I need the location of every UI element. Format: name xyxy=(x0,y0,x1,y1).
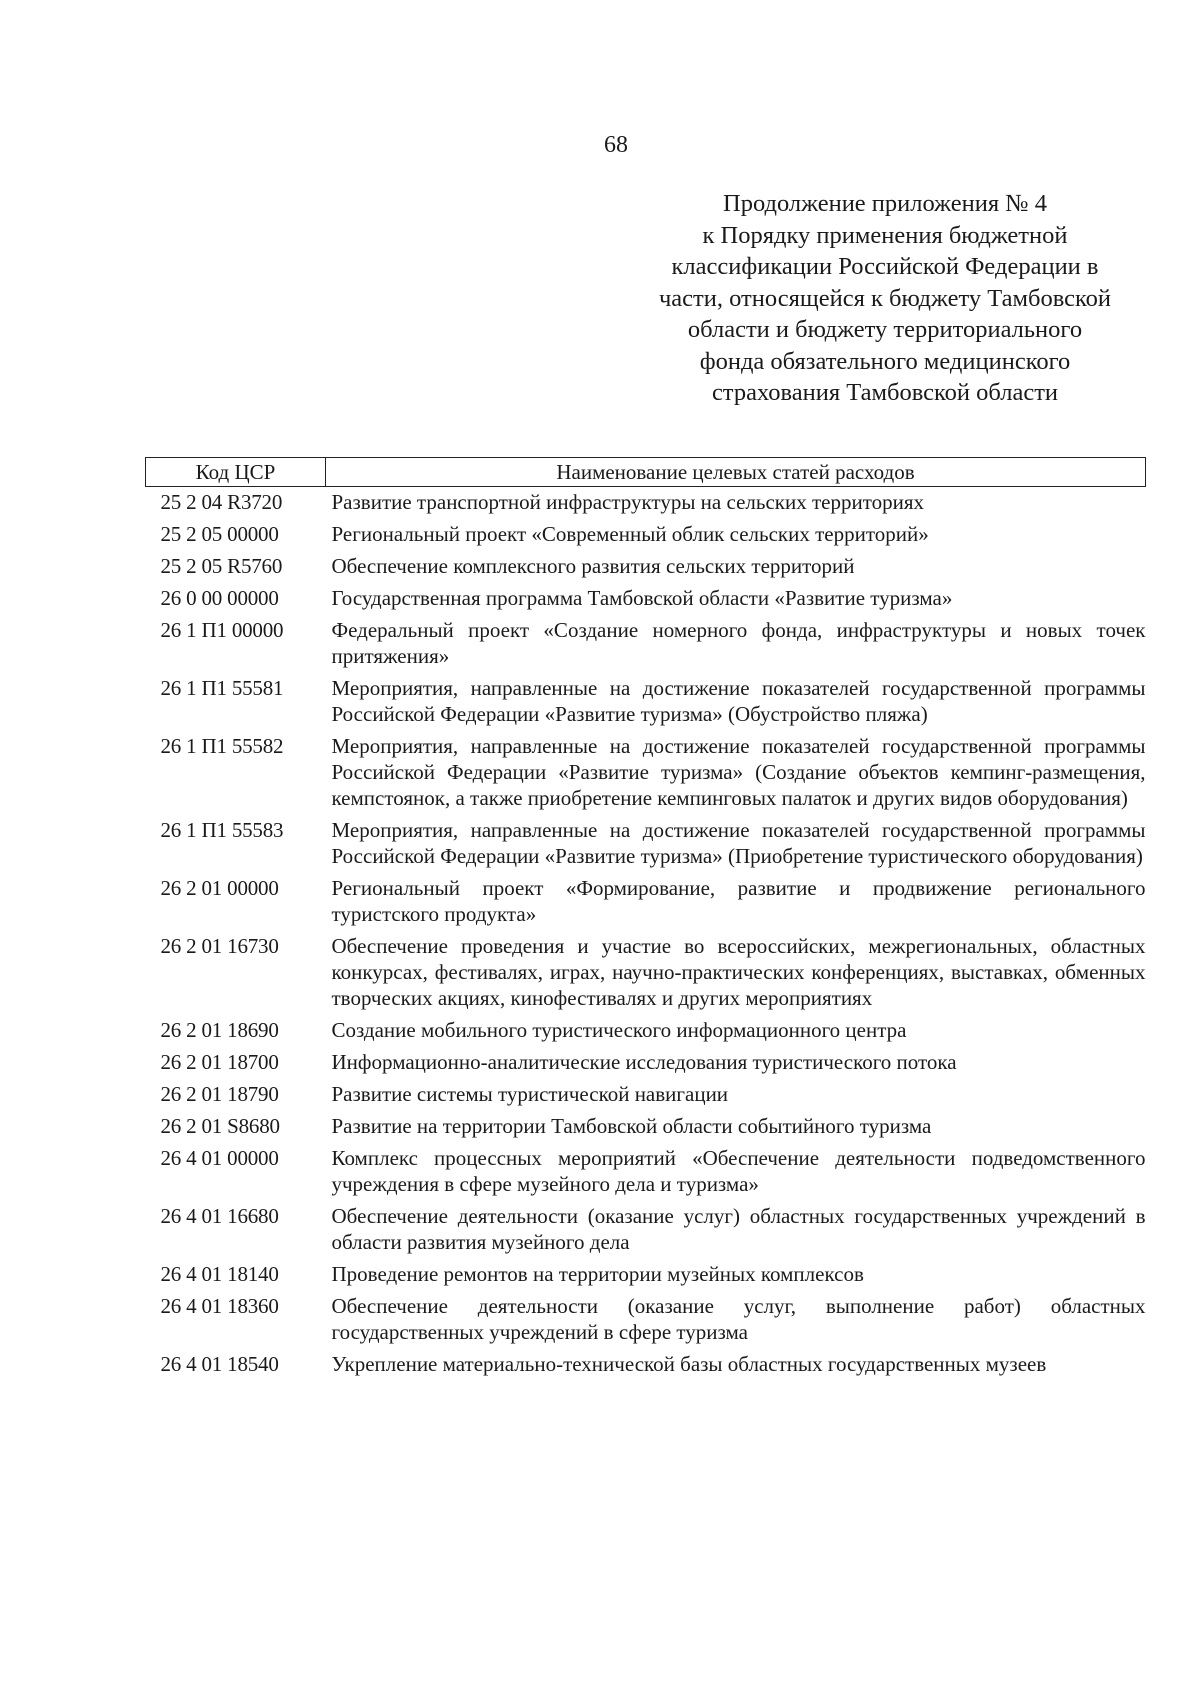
row-code: 26 4 01 18540 xyxy=(160,1352,279,1376)
row-code: 26 2 01 18790 xyxy=(160,1082,279,1106)
header-line: Продолжение приложения № 4 xyxy=(723,190,1047,217)
table-row xyxy=(146,931,1146,1015)
row-name: Обеспечение проведения и участие во всероссийских, межрегиональных, областных конкурсах, фестивалях, играх, научно-практических конференциях, выставках, обменных творческих акциях, кинофестивалях и других мероприятиях xyxy=(331,934,1146,1010)
row-name: Информационно-аналитические исследования туристического потока xyxy=(331,1050,957,1074)
header-line: области и бюджету территориального xyxy=(687,316,1083,343)
row-code: 26 2 01 00000 xyxy=(160,876,279,900)
table-row xyxy=(146,731,1146,815)
row-code: 26 0 00 00000 xyxy=(160,586,279,610)
table-row xyxy=(146,1111,1146,1143)
row-name: Укрепление материально-технической базы областных государственных музеев xyxy=(331,1352,1047,1376)
column-header-name: Наименование целевых статей расходов xyxy=(326,458,1146,487)
table-row xyxy=(146,1201,1146,1259)
row-code: 25 2 04 R3720 xyxy=(160,490,283,514)
row-code: 26 1 П1 00000 xyxy=(160,618,284,642)
row-name: Обеспечение комплексного развития сельских территорий xyxy=(331,554,855,578)
table-row xyxy=(146,551,1146,583)
row-code: 26 2 01 18690 xyxy=(160,1018,279,1042)
header-line: фонда обязательного медицинского xyxy=(699,347,1071,375)
row-name: Развитие системы туристической навигации xyxy=(331,1082,729,1106)
table-row xyxy=(146,1047,1146,1079)
page-number: 68 xyxy=(604,132,628,158)
table-row xyxy=(146,873,1146,931)
table-row xyxy=(146,673,1146,731)
table-row xyxy=(146,519,1146,551)
row-name: Обеспечение деятельности (оказание услуг) областных государственных учреждений в области развития музейного дела xyxy=(331,1204,1146,1254)
table-row xyxy=(146,1015,1146,1047)
column-header-code: Код ЦСР xyxy=(146,458,326,487)
row-name: Мероприятия, направленные на достижение показателей государственной программы Российской Федерации «Развитие туризма» (Приобретение туристического оборудования) xyxy=(331,818,1146,868)
table-row xyxy=(146,815,1146,873)
row-name: Государственная программа Тамбовской области «Развитие туризма» xyxy=(331,586,953,610)
table-row xyxy=(146,1079,1146,1111)
row-code: 26 2 01 16730 xyxy=(160,934,279,958)
header-line: к Порядку применения бюджетной xyxy=(702,221,1068,249)
row-name: Мероприятия, направленные на достижение показателей государственной программы Российской Федерации «Развитие туризма» (Обустройство пляжа) xyxy=(331,676,1146,726)
table-row xyxy=(146,1349,1146,1381)
row-code: 26 1 П1 55583 xyxy=(160,818,284,842)
row-name: Мероприятия, направленные на достижение показателей государственной программы Российской Федерации «Развитие туризма» (Создание объектов кемпинг-размещения, кемпстоянок, а также приобретение кемпинговых палаток и других видов оборудования) xyxy=(331,734,1146,810)
table-row xyxy=(146,1291,1146,1349)
row-name: Региональный проект «Современный облик сельских территорий» xyxy=(331,522,929,546)
expense-codes-table xyxy=(145,457,1146,1381)
table-row xyxy=(146,487,1146,520)
header-line: классификации Российской Федерации в xyxy=(671,253,1099,280)
header-line: части, относящейся к бюджету Тамбовской xyxy=(658,284,1112,312)
row-code: 26 4 01 16680 xyxy=(160,1204,279,1228)
row-code: 25 2 05 00000 xyxy=(160,522,279,546)
row-code: 26 1 П1 55581 xyxy=(160,676,284,700)
row-code: 26 4 01 00000 xyxy=(160,1146,279,1170)
table-row xyxy=(146,1143,1146,1201)
row-code: 26 4 01 18140 xyxy=(160,1262,279,1286)
row-name: Проведение ремонтов на территории музейных комплексов xyxy=(331,1262,864,1286)
row-code: 26 1 П1 55582 xyxy=(160,734,284,758)
row-name: Региональный проект «Формирование, развитие и продвижение регионального туристского продукта» xyxy=(331,876,1146,926)
row-name: Создание мобильного туристического информационного центра xyxy=(331,1018,907,1042)
row-name: Федеральный проект «Создание номерного фонда, инфраструктуры и новых точек притяжения» xyxy=(331,618,1146,668)
table-header-row xyxy=(146,458,1146,487)
header-line: страхования Тамбовской области xyxy=(711,379,1059,406)
appendix-header xyxy=(600,188,1170,409)
table-row xyxy=(146,615,1146,673)
row-code: 26 2 01 S8680 xyxy=(160,1114,280,1138)
row-name: Комплекс процессных мероприятий «Обеспечение деятельности подведомственного учреждения в сфере музейного дела и туризма» xyxy=(331,1146,1146,1196)
table-row xyxy=(146,1259,1146,1291)
row-name: Развитие транспортной инфраструктуры на сельских территориях xyxy=(331,490,924,514)
row-code: 26 2 01 18700 xyxy=(160,1050,279,1074)
row-name: Обеспечение деятельности (оказание услуг, выполнение работ) областных государственных учреждений в сфере туризма xyxy=(331,1294,1146,1344)
row-code: 25 2 05 R5760 xyxy=(160,554,283,578)
table-row xyxy=(146,583,1146,615)
row-code: 26 4 01 18360 xyxy=(160,1294,279,1318)
row-name: Развитие на территории Тамбовской области событийного туризма xyxy=(331,1114,932,1138)
